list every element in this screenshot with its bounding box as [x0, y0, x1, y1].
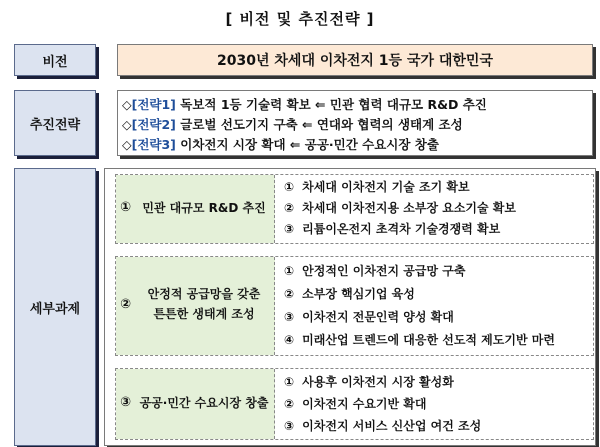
- task-group: [115, 256, 594, 356]
- task-group-header: [116, 175, 275, 243]
- task-item: ③ 리튬이온전지 초격차 기술경쟁력 확보: [284, 222, 501, 236]
- strategy-item: [122, 115, 463, 133]
- vision-text: 2030년 차세대 이차전지 1등 국가 대한민국: [117, 44, 593, 76]
- strategy-text: 독보적 1등 기술력 확보 ⇐ 민관 협력 대규모 R&D 추진: [175, 97, 487, 112]
- group-title: 튼튼한 생태계 조성: [153, 307, 255, 321]
- group-number: ③: [120, 395, 132, 410]
- strategy-tag: [전략3]: [131, 137, 176, 152]
- strategy-item: [122, 135, 439, 153]
- strategy-text: 이차전지 시장 확대 ⇐ 공공·민간 수요시장 창출: [175, 137, 439, 152]
- strategy-label: 추진전략: [14, 90, 96, 156]
- task-item: ① 사용후 이차전지 시장 활성화: [284, 375, 454, 389]
- task-item: ③ 이차전지 전문인력 양성 확대: [284, 310, 454, 324]
- group-title: 민관 대규모 R&D 추진: [142, 201, 266, 215]
- task-item: ② 이차전지 수요기반 확대: [284, 397, 427, 411]
- group-number: ①: [120, 200, 132, 215]
- strategy-item: [122, 95, 487, 113]
- page-title: [ 비전 및 추진전략 ]: [225, 10, 375, 28]
- task-item: ② 차세대 이차전지용 소부장 요소기술 확보: [284, 201, 516, 215]
- vision-label: 비전: [14, 44, 96, 76]
- tasks-label: 세부과제: [14, 168, 96, 446]
- group-number: ②: [120, 297, 132, 312]
- diamond-bullet-icon: ◇: [122, 97, 132, 112]
- task-group-header: [116, 369, 275, 439]
- task-group: [115, 368, 594, 440]
- task-group: [115, 174, 594, 244]
- strategy-tag: [전략1]: [131, 97, 176, 112]
- group-title: 공공·민간 수요시장 창출: [139, 396, 269, 410]
- group-title: 안정적 공급망을 갖춘: [147, 287, 261, 301]
- strategy-tag: [전략2]: [131, 117, 176, 132]
- task-item: ③ 이차전지 서비스 신산업 여건 조성: [284, 419, 482, 433]
- task-item: ② 소부장 핵심기업 육성: [284, 287, 415, 301]
- task-item: ④ 미래산업 트렌드에 대응한 선도적 제도기반 마련: [284, 333, 555, 347]
- task-group-header: [116, 257, 275, 355]
- diamond-bullet-icon: ◇: [122, 117, 132, 132]
- task-item: ① 안정적인 이차전지 공급망 구축: [284, 264, 466, 278]
- strategy-box: [117, 90, 593, 156]
- task-item: ① 차세대 이차전지 기술 조기 확보: [284, 180, 470, 194]
- strategy-text: 글로벌 선도기지 구축 ⇐ 연대와 협력의 생태계 조성: [175, 117, 463, 132]
- diamond-bullet-icon: ◇: [122, 137, 132, 152]
